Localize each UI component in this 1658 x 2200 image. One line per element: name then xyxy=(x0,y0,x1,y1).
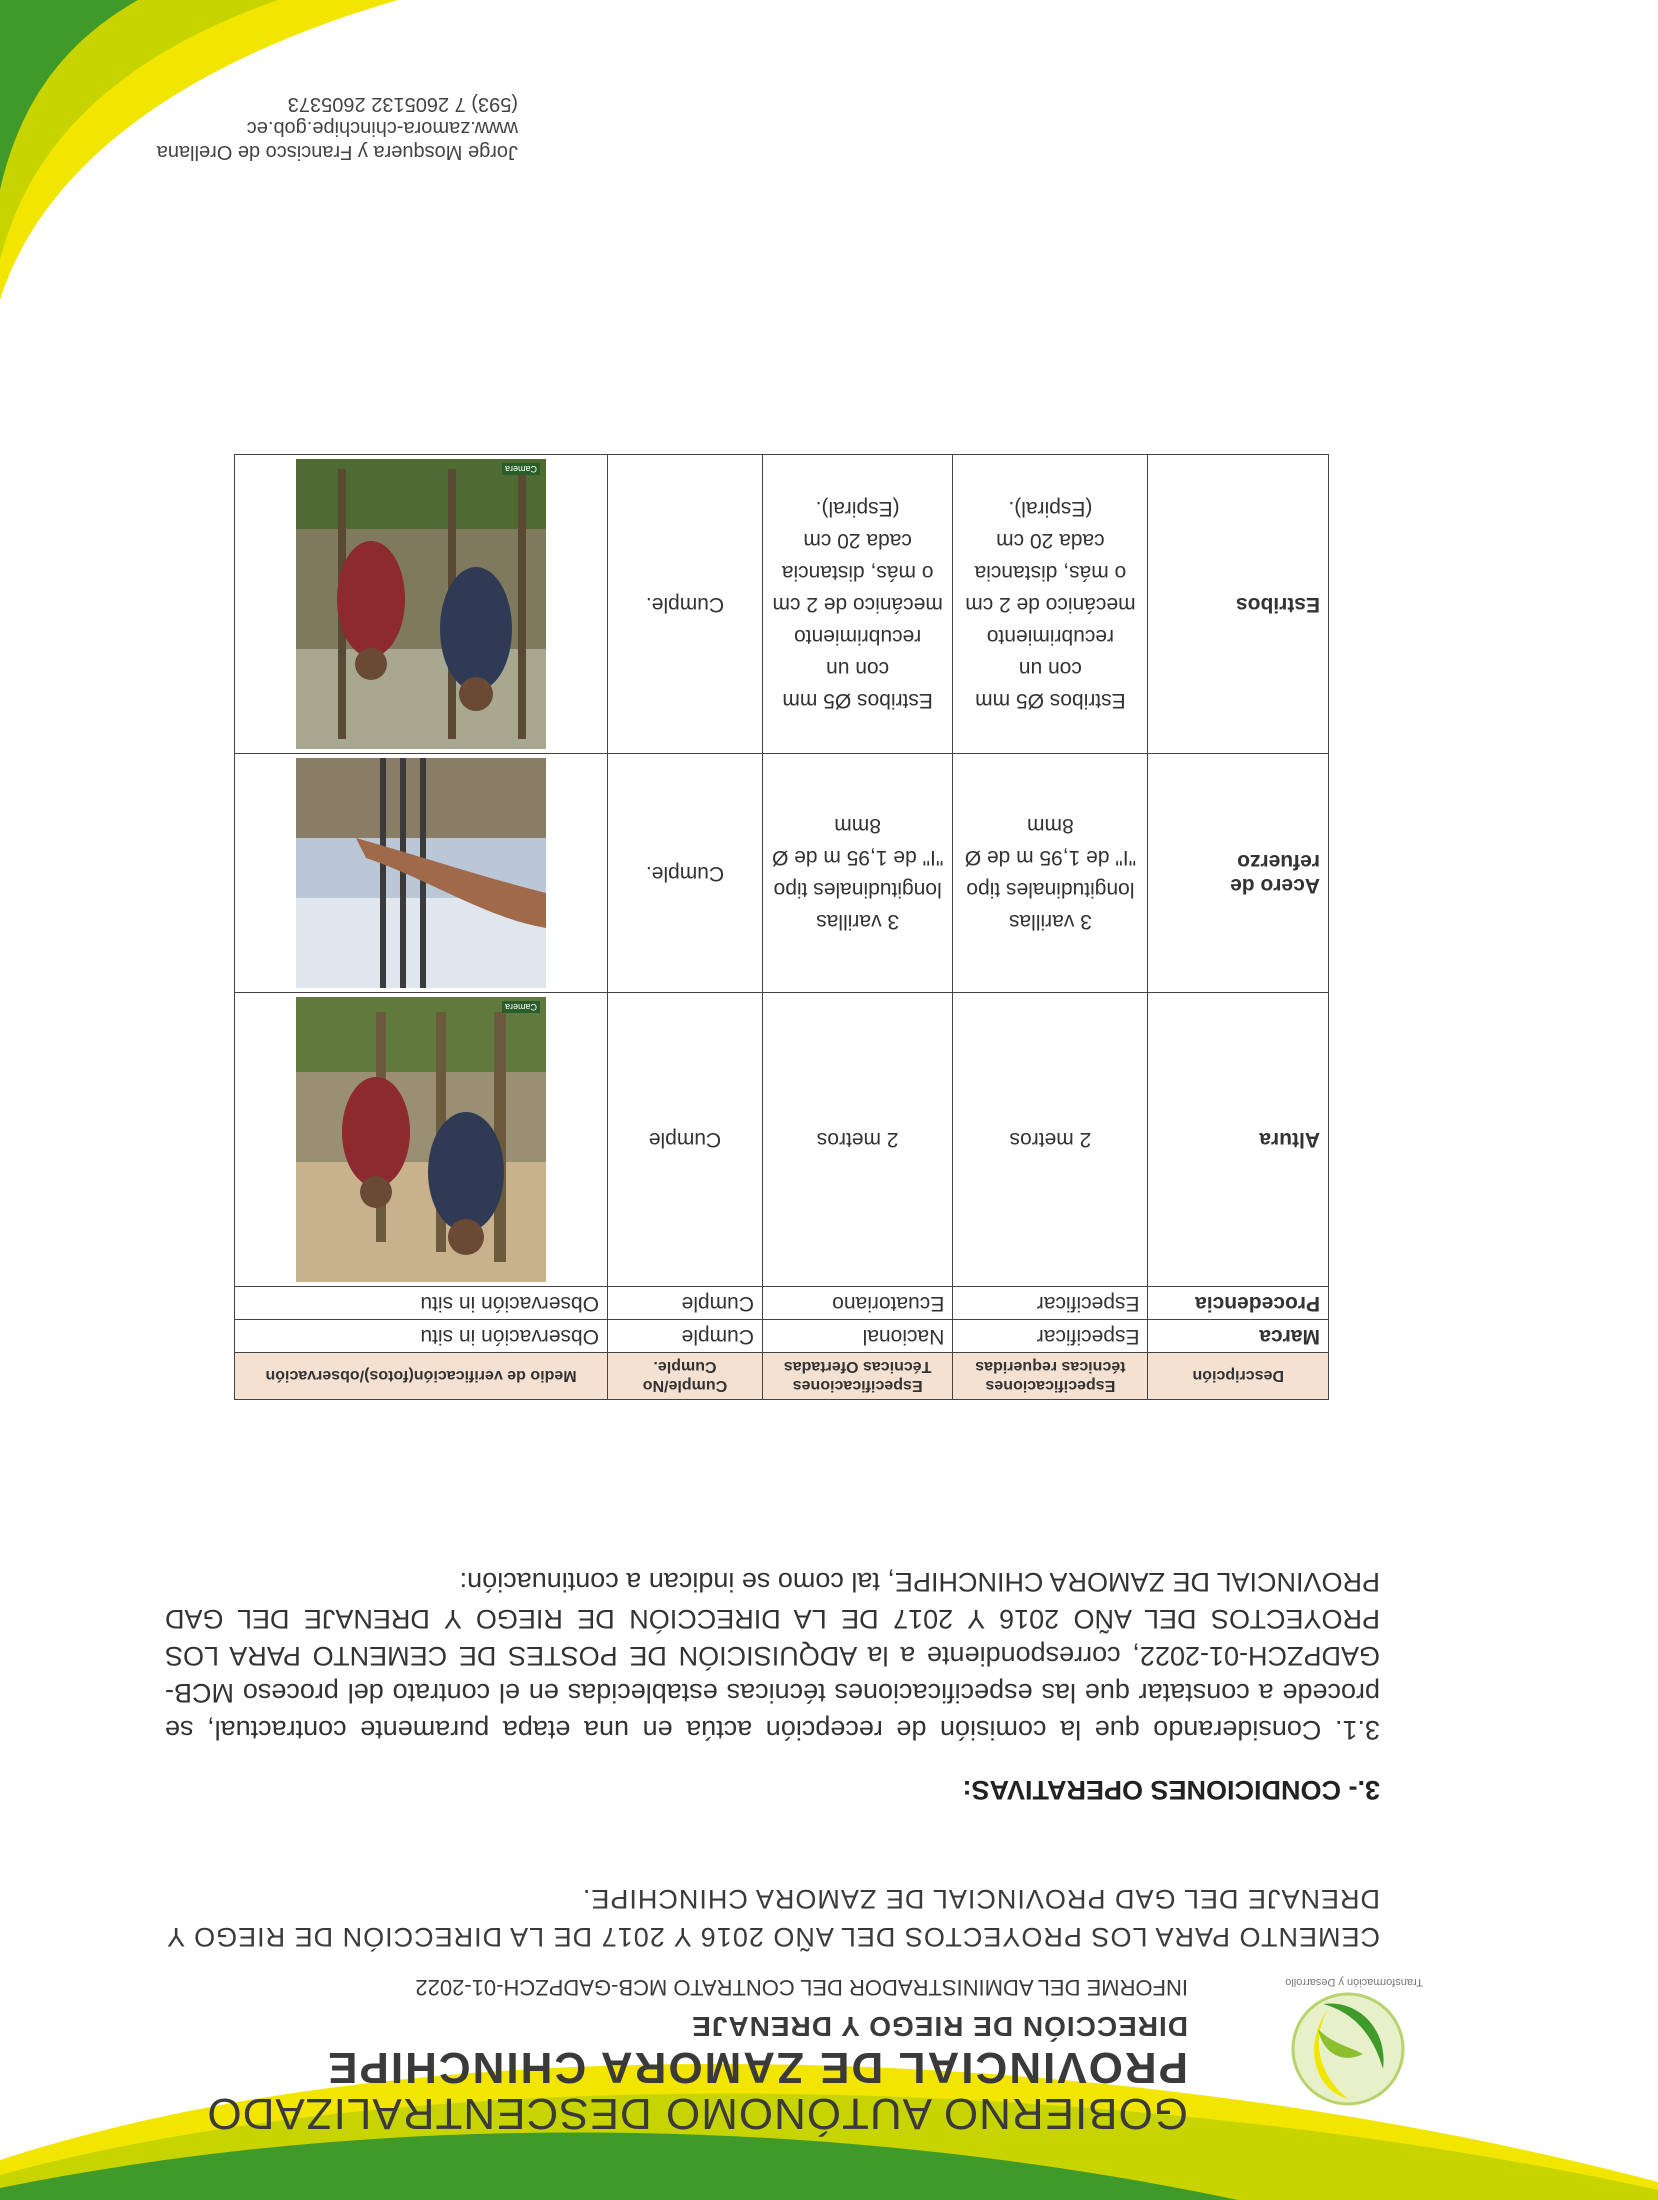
row-descripcion: Marca xyxy=(1148,1320,1329,1353)
photo-stamp: Camera xyxy=(502,1001,540,1013)
row-descripcion: Altura xyxy=(1148,993,1329,1287)
report-title: INFORME DEL ADMINISTRADOR DEL CONTRATO MCB-GADPZCH-01-2022 xyxy=(415,1975,1188,2000)
row-descripcion: Acero de refuerzo xyxy=(1148,754,1329,993)
row-medio-photo xyxy=(235,754,608,993)
footer-website: www.zamora-chinchipe.gob.ec xyxy=(246,117,518,139)
col-header-cumple: Cumple/No Cumple. xyxy=(608,1353,763,1400)
table-header-row xyxy=(235,1353,1329,1400)
photo-altura-image xyxy=(296,997,546,1282)
photo-altura xyxy=(296,997,546,1282)
photo-acero-image xyxy=(296,758,546,988)
row-cumple: Cumple xyxy=(608,993,763,1287)
specifications-table xyxy=(234,454,1329,1400)
department-title: DIRECCIÓN DE RIEGO Y DRENAJE xyxy=(691,2011,1188,2042)
photo-estribos xyxy=(296,459,546,749)
footer-phone: (593) 7 2605132 2605373 xyxy=(287,93,518,115)
row-ofertada: Nacional xyxy=(762,1320,952,1353)
org-title-line1: GOBIERNO AUTÓNOMO DESCENTRALIZADO xyxy=(206,2089,1188,2138)
row-medio: Observación in situ xyxy=(235,1287,608,1320)
row-requerida: 3 varillas longitudinales tipo "I" de 1,95 m de Ø 8mm xyxy=(953,754,1148,993)
row-medio: Observación in situ xyxy=(235,1320,608,1353)
logo-caption: Transformación y Desarrollo xyxy=(1285,1976,1423,1988)
col-header-medio: Medio de verificación(fotos)/observación xyxy=(235,1353,608,1400)
row-ofertada: 3 varillas longitudinales tipo "I" de 1,95 m de Ø 8mm xyxy=(762,754,952,993)
row-cumple: Cumple. xyxy=(608,754,763,993)
row-descripcion: Procedencia xyxy=(1148,1287,1329,1320)
row-cumple: Cumple xyxy=(608,1320,763,1353)
photo-estribos-image xyxy=(296,459,546,749)
table-row xyxy=(235,993,1329,1287)
row-requerida: Especificar xyxy=(953,1320,1148,1353)
col-header-requeridas: Especificaciones técnicas requeridas xyxy=(953,1353,1148,1400)
row-medio-photo xyxy=(235,993,608,1287)
row-requerida: Estribos Ø5 mm con un recubrimiento mecánico de 2 cm o más, distancia cada 20 cm (Espiral). xyxy=(953,455,1148,754)
photo-stamp: Camera xyxy=(502,463,540,475)
table-row xyxy=(235,1287,1329,1320)
footer-contact xyxy=(157,92,518,164)
footer-address: Jorge Mosquera y Francisco de Orellana xyxy=(156,141,518,163)
section-paragraph: 3.1. Considerando que la comisión de recepción actúa en una etapa puramente contractual, se procede a constatar que las especificaciones técnicas establecidas en el contrato del proceso MCB-GADPZCH-01-2022, correspondiente a la ADQUISICIÓN DE POSTES DE CEMENTO PARA LOS PROYECTOS DEL AÑO 2016 Y 2017 DE LA DIRECCIÓN DE RIEGO Y DRENAJE DEL GAD PROVINCIAL DE ZAMORA CHINCHIPE, tal como se indican a continuación: xyxy=(165,1567,1380,1745)
table-row xyxy=(235,1320,1329,1353)
row-ofertada: 2 metros xyxy=(762,993,952,1287)
table-row xyxy=(235,455,1329,754)
row-requerida: Especificar xyxy=(953,1287,1148,1320)
section-heading: 3.- CONDICIONES OPERATIVAS: xyxy=(962,1775,1380,1805)
photo-acero xyxy=(296,758,546,988)
row-requerida: 2 metros xyxy=(953,993,1148,1287)
gad-logo-icon xyxy=(1273,1974,1423,2124)
row-ofertada: Ecuatoriano xyxy=(762,1287,952,1320)
col-header-ofertadas: Especificaciones Técnicas Ofertadas xyxy=(762,1353,952,1400)
table-row xyxy=(235,754,1329,993)
report-subject: CEMENTO PARA LOS PROYECTOS DEL AÑO 2016 Y 2017 DE LA DIRECCIÓN DE RIEGO Y DRENAJE DEL GAD PROVINCIAL DE ZAMORA CHINCHIPE. xyxy=(166,1884,1380,1952)
org-title-line2: PROVINCIAL DE ZAMORA CHINCHIPE xyxy=(326,2043,1188,2092)
row-cumple: Cumple. xyxy=(608,455,763,754)
row-medio-photo xyxy=(235,455,608,754)
row-ofertada: Estribos Ø5 mm con un recubrimiento mecánico de 2 cm o más, distancia cada 20 cm (Espiral). xyxy=(762,455,952,754)
row-descripcion: Estribos xyxy=(1148,455,1329,754)
col-header-descripcion: Descripción xyxy=(1148,1353,1329,1400)
row-cumple: Cumple xyxy=(608,1287,763,1320)
